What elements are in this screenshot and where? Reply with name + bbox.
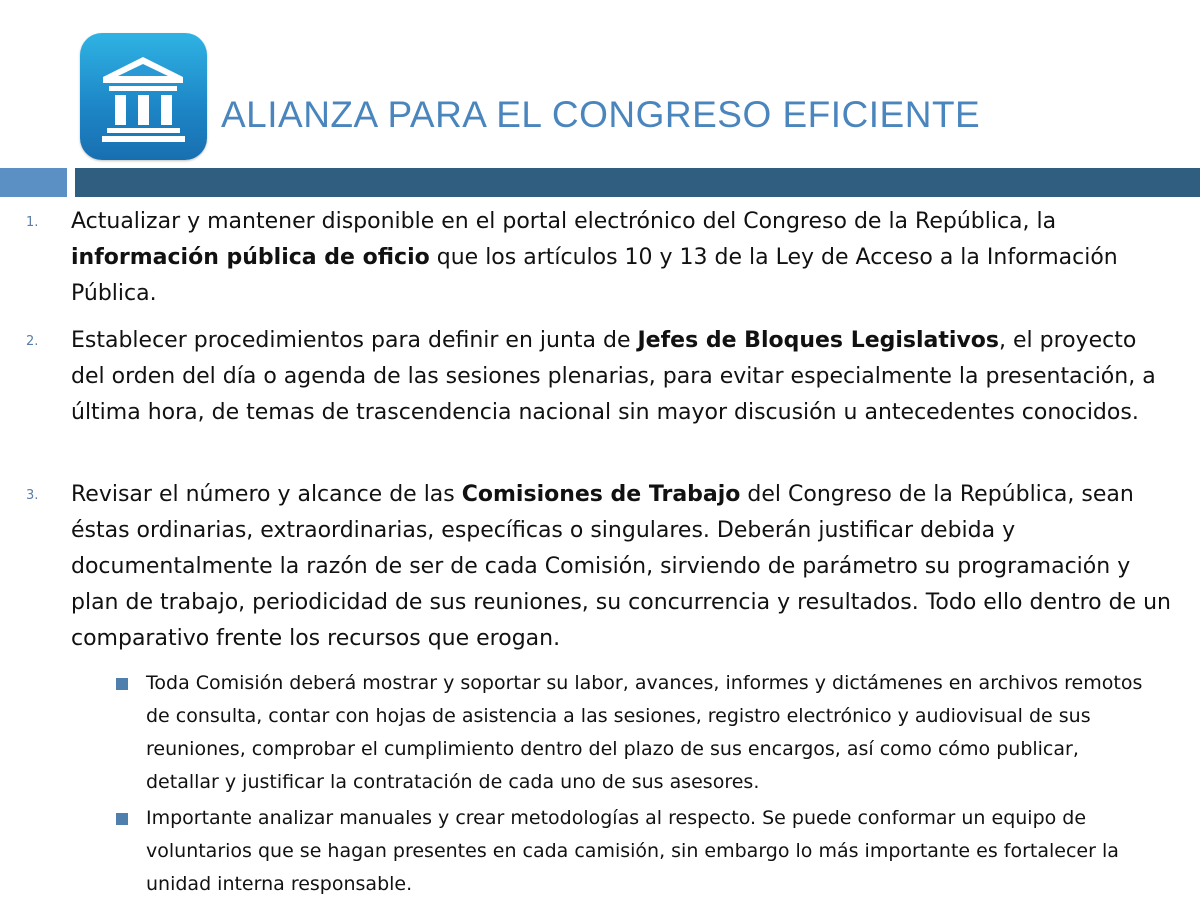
bullet-marker <box>116 678 128 690</box>
government-building-icon <box>80 33 207 160</box>
header-bar <box>75 168 1200 197</box>
list-item: Establecer procedimientos para definir en junta de Jefes de Bloques Legislativos, el proyecto del orden del día o agenda de las sesiones plenarias, para evitar especialmente la presentación, a última hora, de temas de trascendencia nacional sin mayor discusión u antecedentes conocidos. <box>71 328 1156 425</box>
list-number: 3. <box>26 488 39 503</box>
bullet-marker <box>116 813 128 825</box>
sub-list-item: Toda Comisión deberá mostrar y soportar su labor, avances, informes y dictámenes en archivos remotos de consulta, contar con hojas de asistencia a las sesiones, registro electrónico y audiovisual de sus reuniones, comprobar el cumplimiento dentro del plazo de sus encargos, así como cómo publicar, detallar y justificar la contratación de cada uno de sus asesores. <box>146 672 1143 793</box>
logo <box>80 33 207 160</box>
sub-list-item: Importante analizar manuales y crear metodologías al respecto. Se puede conformar un equipo de voluntarios que se hagan presentes en cada camisión, sin embargo lo más importante es fortalecer la unidad interna responsable. <box>146 807 1119 895</box>
header-bar-accent <box>0 168 67 197</box>
page-title: ALIANZA PARA EL CONGRESO EFICIENTE <box>221 94 981 135</box>
list-item: Revisar el número y alcance de las Comisiones de Trabajo del Congreso de la República, sean éstas ordinarias, extraordinarias, específicas o singulares. Deberán justificar debida y documentalmente la razón de ser de cada Comisión, sirviendo de parámetro su programación y plan de trabajo, periodicidad de sus reuniones, su concurrencia y resultados. Todo ello dentro de un comparativo frente los recursos que erogan. <box>71 482 1171 651</box>
list-item: Actualizar y mantener disponible en el portal electrónico del Congreso de la República, la información pública de oficio que los artículos 10 y 13 de la Ley de Acceso a la Información Pública. <box>71 209 1118 306</box>
list-number: 2. <box>26 334 39 349</box>
list-number: 1. <box>26 215 39 230</box>
